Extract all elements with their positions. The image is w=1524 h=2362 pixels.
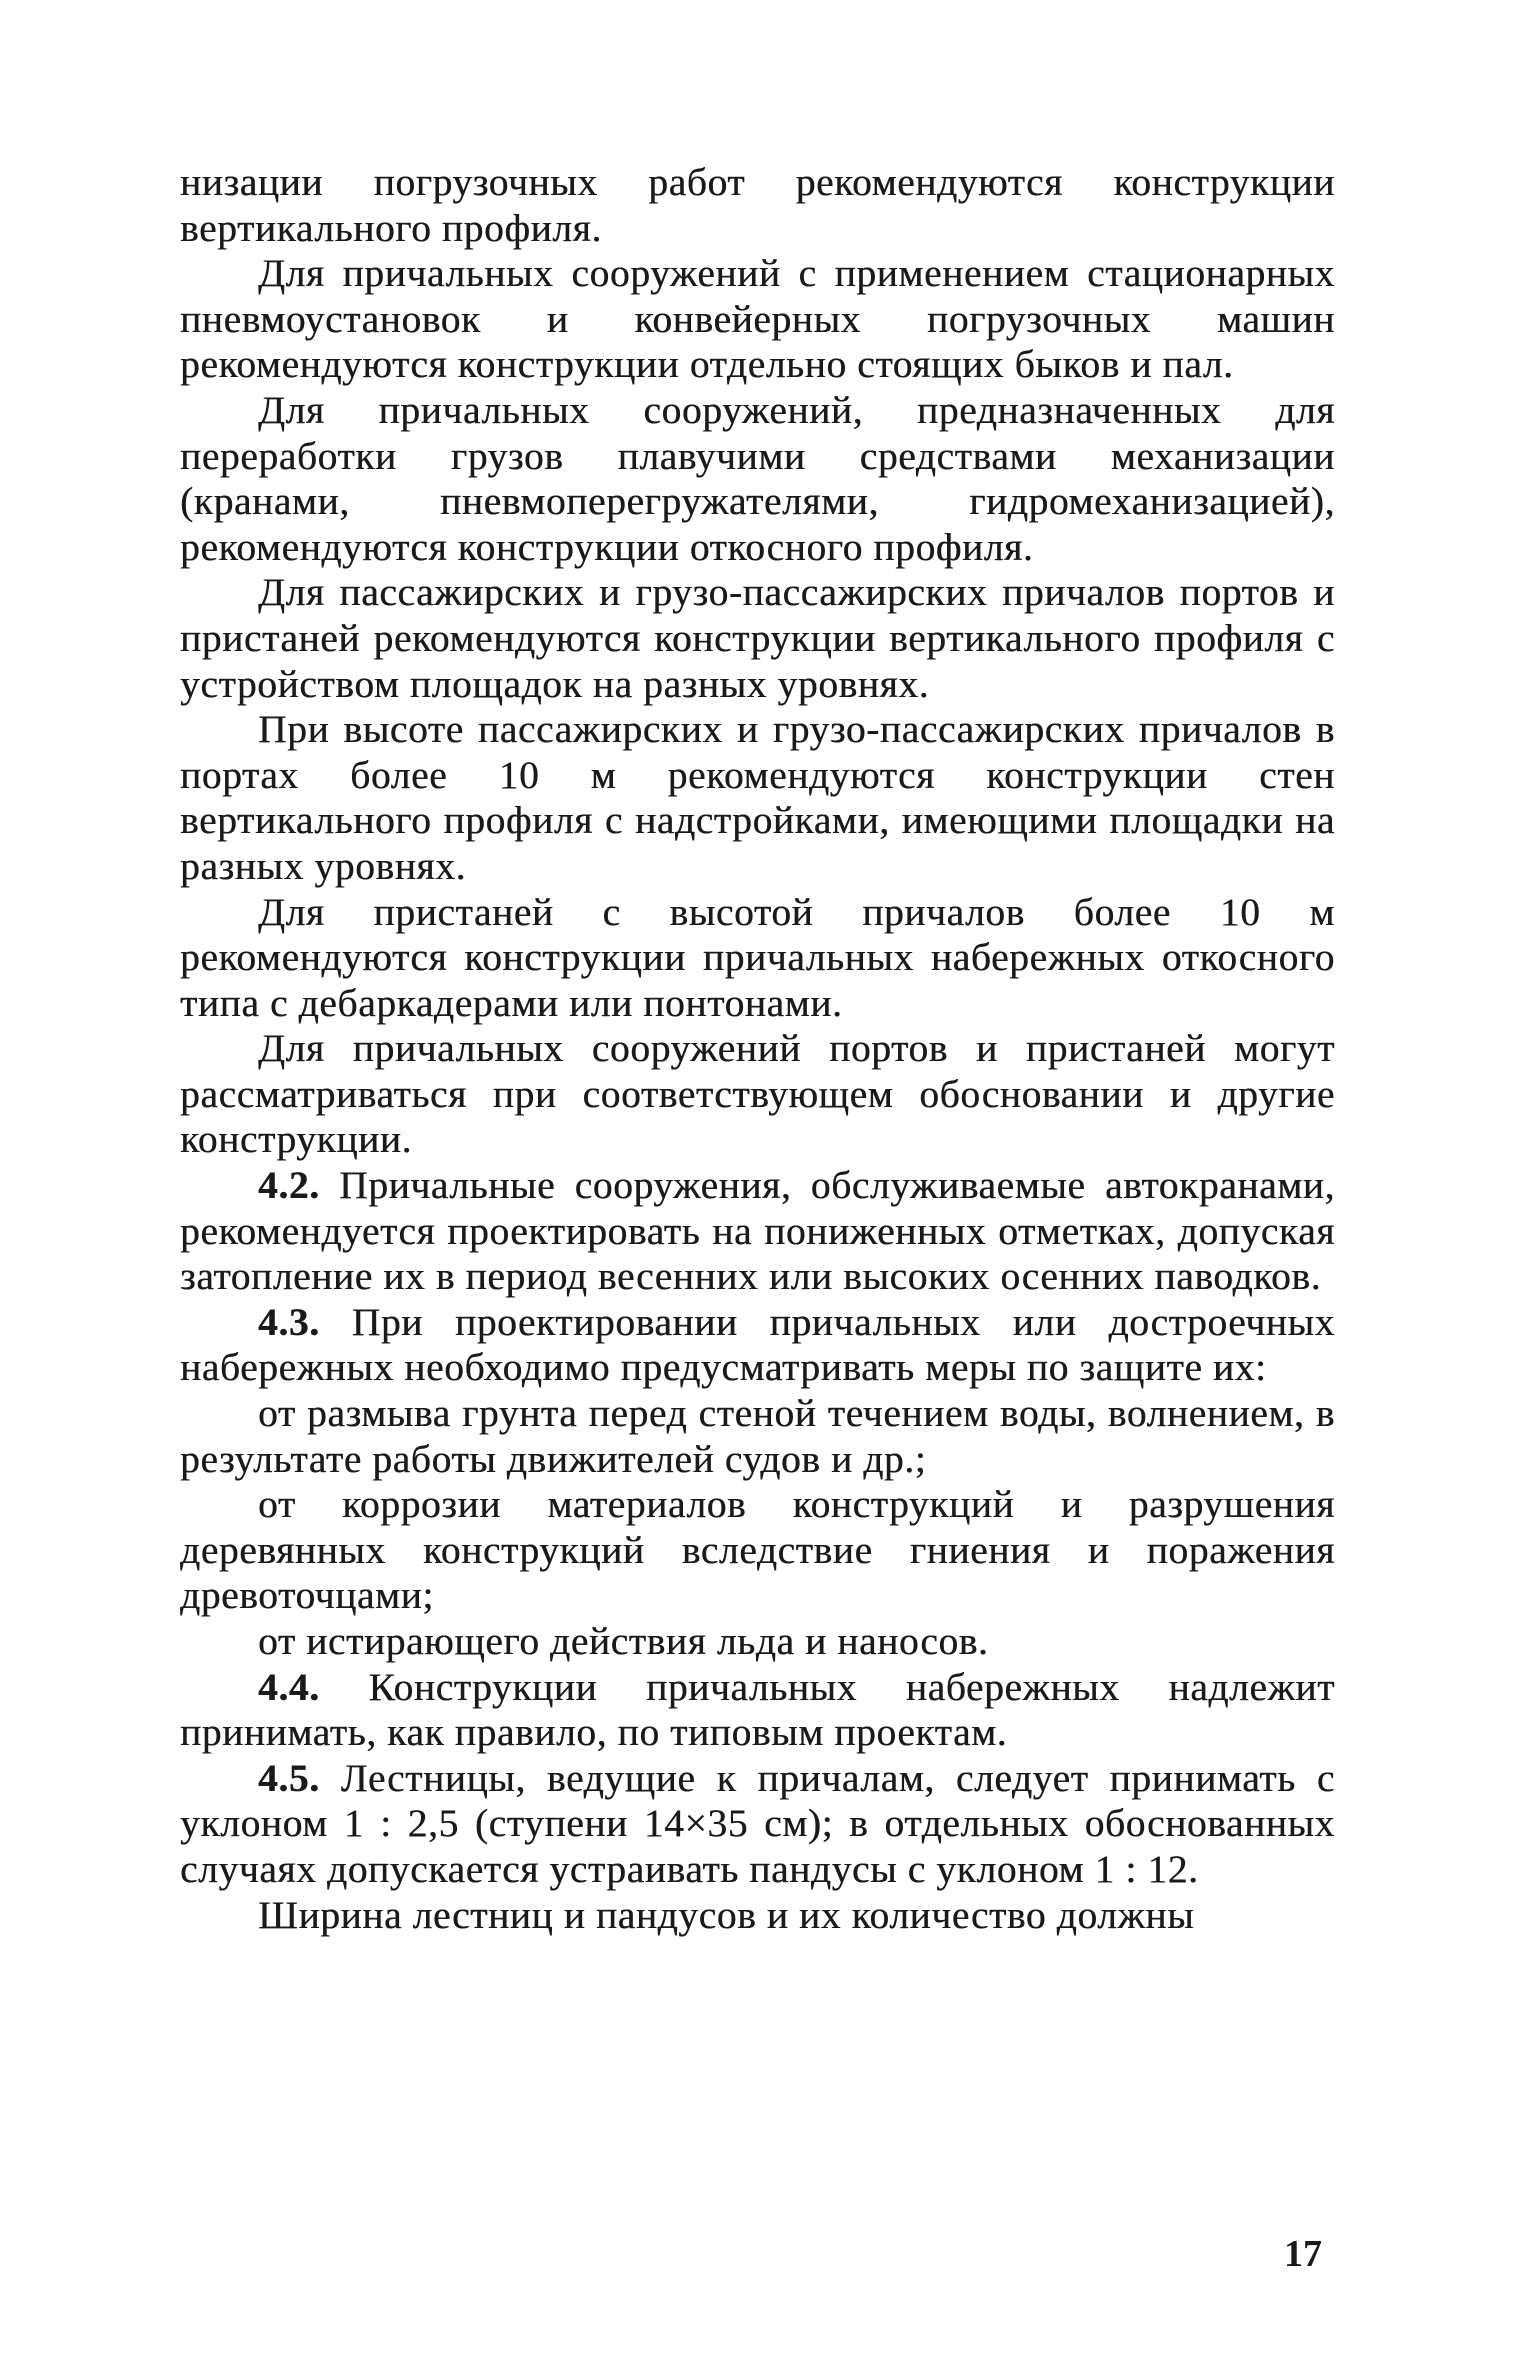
clause-4-3: 4.3. При проектировании причальных или достроечных набережных необходимо предусматривать меры по защите их: xyxy=(180,1299,1336,1390)
clause-4-4: 4.4. Конструкции причальных набережных надлежит принимать, как правило, по типовым проектам. xyxy=(180,1664,1335,1755)
paragraph: Для причальных сооружений, предназначенных для переработки грузов плавучими средствами механизации (кранами, пневмоперегружателями, гидромеханизацией), рекомендуются конструкции откосного профиля. xyxy=(180,387,1335,569)
paragraph: Для пристаней с высотой причалов более 10 м рекомендуются конструкции причальных набережных откосного типа с дебаркадерами или понтонами. xyxy=(180,889,1335,1025)
clause-number: 4.2. xyxy=(258,1163,320,1208)
page-number: 17 xyxy=(1284,2233,1322,2275)
paragraph: Ширина лестниц и пандусов и их количество должны xyxy=(258,1892,1195,1937)
paragraph: Для причальных сооружений с применением стационарных пневмоустановок и конвейерных погрузочных машин рекомендуются конструкции отдельно стоящих быков и пал. xyxy=(180,251,1335,387)
document-body xyxy=(180,160,1335,1938)
clause-4-5: 4.5. Лестницы, ведущие к причалам, следует принимать с уклоном 1 : 2,5 (ступени 14×35 см); в отдельных обоснованных случаях допускается устраивать пандусы с уклоном 1 : 12. xyxy=(180,1755,1335,1891)
paragraph: Для причальных сооружений портов и пристаней могут рассматриваться при соответствующем обосновании и другие конструкции. xyxy=(180,1026,1335,1162)
list-item: от истирающего действия льда и наносов. xyxy=(258,1619,989,1663)
clause-4-2: 4.2. Причальные сооружения, обслуживаемые автокранами, рекомендуется проектировать на пониженных отметках, допуская затопление их в период весенних или высоких осенних паводков. xyxy=(180,1163,1335,1299)
paragraph: Для пассажирских и грузо-пассажирских причалов портов и пристаней рекомендуются конструкции вертикального профиля с устройством площадок на разных уровнях. xyxy=(180,570,1335,706)
paragraph: низации погрузочных работ рекомендуются конструкции вертикального профиля. xyxy=(180,160,1335,250)
list-item: от коррозии материалов конструкций и разрушения деревянных конструкций вследствие гниения и поражения древоточцами; xyxy=(180,1482,1335,1618)
list-item: от размыва грунта перед стеной течением воды, волнением, в результате работы движителей судов и др.; xyxy=(180,1391,1335,1481)
paragraph: При высоте пассажирских и грузо-пассажирских причалов в портах более 10 м рекомендуются конструкции стен вертикального профиля с надстройками, имеющими площадки на разных уровнях. xyxy=(180,707,1335,888)
clause-number: 4.5. xyxy=(258,1755,320,1800)
clause-number: 4.3. xyxy=(258,1299,320,1344)
clause-number: 4.4. xyxy=(258,1664,320,1709)
